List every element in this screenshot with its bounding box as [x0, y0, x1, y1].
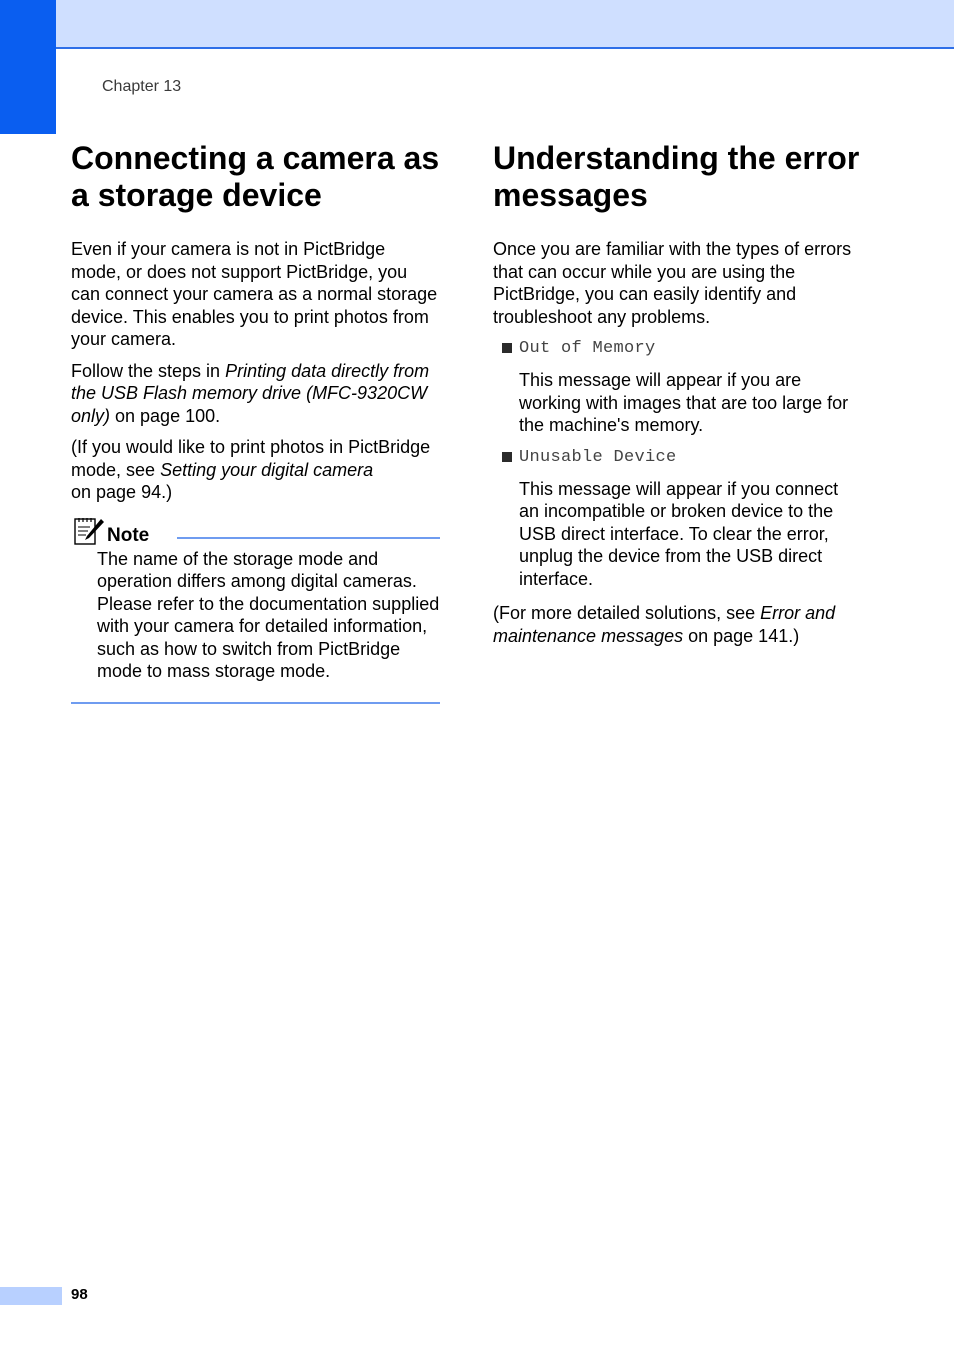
section-title-errors: Understanding the error messages [493, 140, 860, 213]
bullet-icon [502, 343, 512, 353]
chapter-label: Chapter 13 [102, 78, 182, 95]
page-number: 98 [71, 1286, 88, 1303]
text: Follow the steps in [71, 360, 226, 381]
section-title-storage: Connecting a camera as a storage device [71, 140, 440, 213]
cross-reference-link[interactable]: Printing data directly from the USB Flash memory drive (MFC-9320CW only) [71, 360, 430, 426]
note-header [71, 516, 440, 548]
footer-tab [0, 1287, 62, 1305]
header-band [0, 0, 954, 49]
note-body: The name of the storage mode and operation differs among digital cameras. Please refer to the documentation supplied with your camera for detailed information, such as how to switch from PictBridge mode to mass storage mode. [97, 548, 440, 681]
error-description: This message will appear if you connect an incompatible or broken device to the USB direct interface. To clear the error, unplug the device from the USB direct interface. [519, 478, 839, 589]
note-title: Note [107, 524, 150, 546]
error-item [493, 448, 863, 470]
left-column [71, 140, 440, 704]
cross-reference-link[interactable]: Error and maintenance messages [493, 603, 836, 646]
error-description: This message will appear if you are working with images that are too large for the machine's memory. [519, 370, 849, 435]
pictbridge-paragraph [71, 436, 440, 504]
text: on page 100. [110, 405, 221, 426]
cross-reference-link[interactable]: Setting your digital camera [160, 459, 374, 480]
errors-intro: Once you are familiar with the types of errors that can occur while you are using the PictBridge, you can easily identify and troubleshoot any problems. [493, 239, 852, 327]
note-box [71, 516, 440, 704]
text: on page 94.) [71, 482, 173, 502]
storage-intro: Even if your camera is not in PictBridge mode, or does not support PictBridge, you can connect your camera as a normal storage device. This enables you to print photos from your camera. [71, 239, 438, 349]
text: on page 141.) [683, 625, 800, 646]
note-pencil-icon [73, 516, 105, 546]
error-code: Unusable Device [519, 447, 677, 467]
note-divider [177, 537, 440, 539]
text: (If you would like to print photos in PictBridge mode, see [71, 437, 431, 480]
errors-closing [493, 602, 863, 647]
chapter-tab [0, 0, 56, 134]
error-item [493, 339, 863, 361]
storage-steps-paragraph [71, 360, 440, 428]
right-column [493, 140, 863, 656]
error-code: Out of Memory [519, 339, 656, 358]
bullet-icon [502, 452, 512, 462]
text: (For more detailed solutions, see [493, 603, 761, 623]
